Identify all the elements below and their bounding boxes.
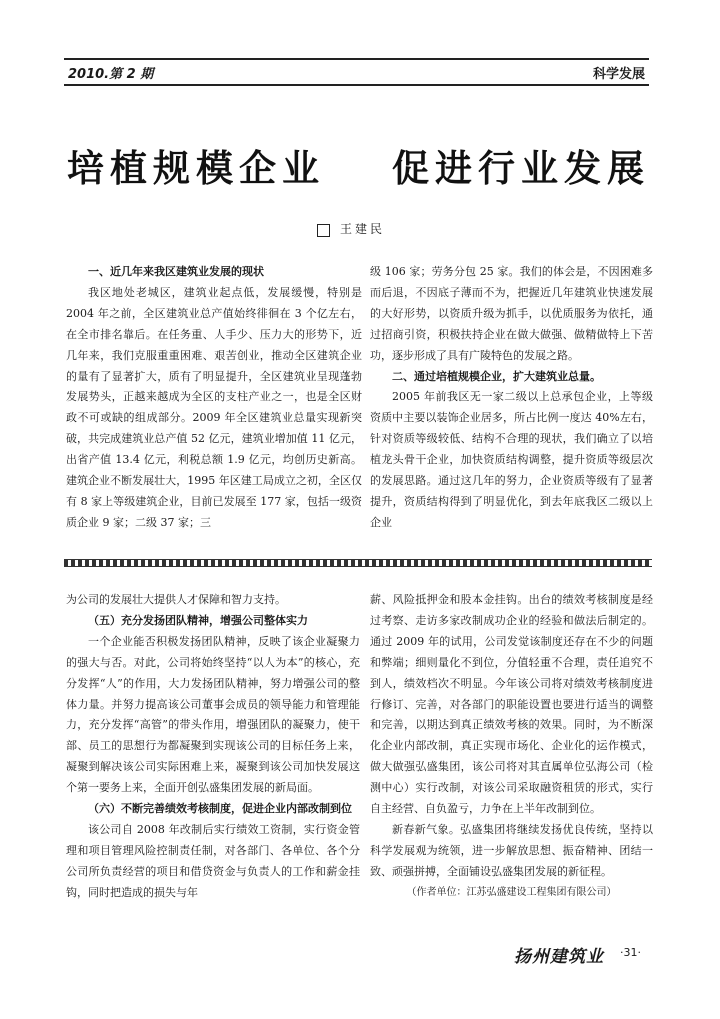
header-rule-bottom (64, 84, 649, 86)
running-header (64, 58, 649, 88)
paragraph: 我区地处老城区，建筑业起点低，发展缓慢，特别是 2004 年之前，全区建筑业总产值始终徘徊在 3 个亿左右，在全市排名靠后。在任务重、人手少、压力大的形势下，近几年来，我们克服重重困难、艰苦创业，推动全区建筑企业的量有了显著扩大，质有了明显提升，全区建筑业呈现蓬勃发展势头，正越来越成为全区的支柱产业之一，也是全区财政不可或缺的组成部分。2009 年全区建筑业总量实现新突破，共完成建筑业总产值 52 亿元，建筑业增加值 11 亿元，出省产值 13.4 亿元，利税总额 1.9 亿元，均创历史新高。建筑企业不断发展壮大，1995 年区建工局成立之初，全区仅有 8 家上等级建筑企业，目前已发展至 177 家，包括一级资质企业 9 家；二级 37 家；三 (66, 285, 362, 529)
page-number: ·31· (620, 946, 641, 959)
author-affiliation: （作者单位：江苏弘盛建设工程集团有限公司） (406, 886, 617, 898)
paragraph: 2005 年前我区无一家二级以上总承包企业，上等级资质中主要以装饰企业居多，所占比例一度达 40%左右，针对资质等级较低、结构不合理的现状，我们确立了以培植龙头骨干企业，加快资质结构调整，提升资质等级层次的发展思路。通过这几年的努力，企业资质等级有了显著提升，资质结构得到了明显优化，到去年底我区二级以上企业 (370, 390, 653, 529)
journal-logo: 扬州建筑业 (514, 947, 604, 967)
paragraph: 薪、风险抵押金和股本金挂钩。出台的绩效考核制度是经过考察、走访多家改制成功企业的经验和做法后制定的。通过 2009 年的试用，公司发觉该制度还存在不少的问题和弊端；细则量化不到位，分值轻重不合理，责任追究不到人，绩效档次不明显。今年该公司将对绩效考核制度进行修订、完善，对各部门的职能设置也要进行适当的调整和完善，以期达到真正绩效考核的效果。同时，为不断深化企业内部改制，真正实现市场化、企业化的运作模式，做大做强弘盛集团，该公司将对其直属单位弘海公司（检测中心）实行改制，对该公司采取融资租赁的形式，实行自主经营、自负盈亏，力争在上半年改制到位。 (370, 593, 653, 816)
paragraph: 级 106 家；劳务分包 25 家。我们的体会是，不因困难多而后退，不因底子薄而不为，把握近几年建筑业快速发展的大好形势，以资质升级为抓手，以优质服务为依托，通过招商引资，积极扶持企业在做大做强、做精做特上下苦功，逐步形成了具有广陵特色的发展之路。 (370, 265, 653, 362)
author-box-icon (317, 224, 330, 237)
section-heading: （五）充分发扬团队精神，增强公司整体实力 (88, 613, 308, 627)
column-top-left (66, 262, 362, 552)
section-heading: 二、通过培植规模企业，扩大建筑业总量。 (392, 369, 601, 383)
header-rule-top (64, 58, 649, 60)
article-title-left: 培植规模企业 (67, 146, 325, 190)
column-bottom-left (66, 590, 360, 930)
author-name: 王建民 (340, 222, 386, 236)
section-heading: 一、近几年来我区建筑业发展的现状 (88, 265, 264, 278)
section-heading: （六）不断完善绩效考核制度，促进企业内部改制到位 (88, 802, 352, 816)
paragraph: 新春新气象。弘盛集团将继续发扬优良传统，坚持以科学发展观为统领，进一步解放思想、振奋精神、团结一致、顽强拼搏，全面铺设弘盛集团发展的新征程。 (370, 822, 653, 878)
column-bottom-right (370, 590, 653, 920)
paragraph: 为公司的发展壮大提供人才保障和智力支持。 (66, 593, 286, 606)
article-title-right: 促进行业发展 (392, 146, 650, 190)
article-divider (64, 559, 652, 567)
section-label: 科学发展 (592, 67, 645, 82)
paragraph: 该公司自 2008 年改制后实行绩效工资制，实行资金管理和项目管理风险控制责任制，对各部门、各单位、各个分公司所负责经营的项目和借贷资金与负责人的工作和薪金挂钩，同时把造成的损失与年 (66, 822, 360, 899)
column-top-right (370, 262, 653, 552)
paragraph: 一个企业能否积极发扬团队精神，反映了该企业凝聚力的强大与否。对此，公司将始终坚持“以人为本”的核心，充分发挥“人”的作用，大力发扬团队精神，努力增强公司的整体力量。并努力提高该公司董事会成员的领导能力和管理能力，充分发挥“高管”的带头作用，增强团队的凝聚力，使干部、员工的思想行为都凝聚到实现该公司的目标任务上来，凝聚到解决该公司实际困难上来，凝聚到该公司加快发展这个第一要务上来，全面开创弘盛集团发展的新局面。 (66, 634, 360, 795)
issue-label: 2010.第 2 期 (68, 67, 154, 82)
